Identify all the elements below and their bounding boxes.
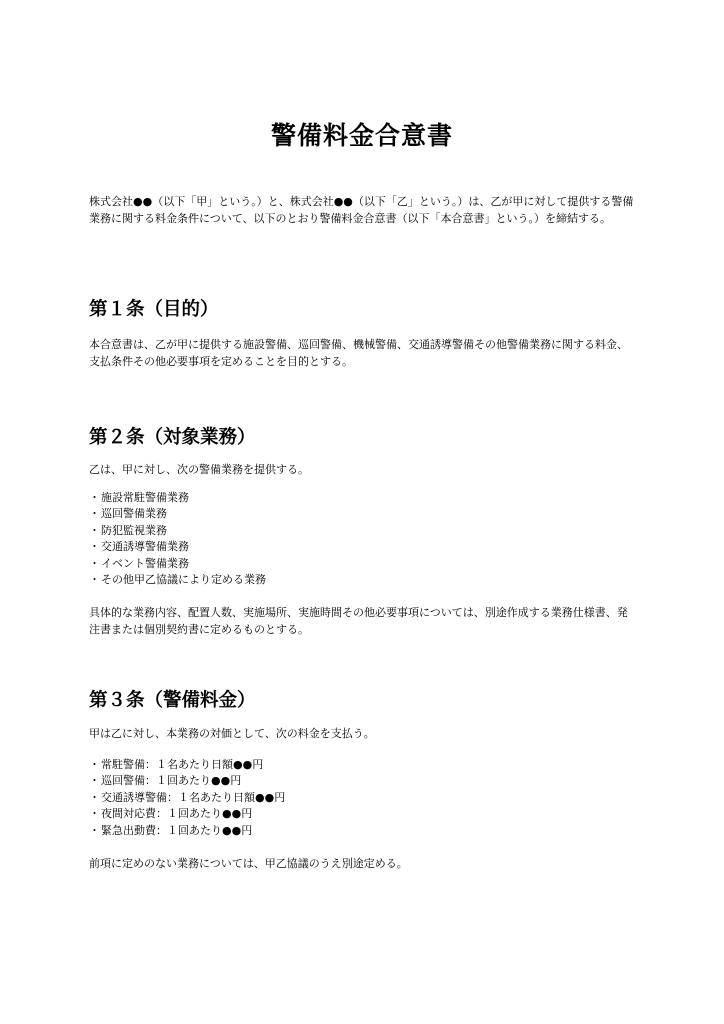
article-2-list — [89, 490, 266, 588]
bullet-icon: ・ — [89, 790, 100, 804]
list-item: ・その他甲乙協議により定める業務 — [89, 572, 266, 588]
list-item: ・常駐警備：１名あたり日額●●円 — [89, 757, 285, 773]
bullet-icon: ・ — [89, 491, 100, 504]
article-2-heading: 第２条（対象業務） — [89, 427, 256, 448]
article-2-paragraph-2: 具体的な業務内容、配置人数、実施場所、実施時間その他必要事項については、別途作成する業務仕様書、発注書または個別契約書に定めるものとする。 — [89, 606, 628, 636]
intro-paragraph: 株式会社●●（以下「甲」という。）と、株式会社●●（以下「乙」という。）は、乙が甲に対して提供する警備業務に関する料金条件について、以下のとおり警備料金合意書（以下「本合意書」という。）を締結する。 — [89, 195, 634, 225]
list-item: ・夜間対応費：１回あたり●●円 — [89, 806, 285, 822]
bullet-icon: ・ — [89, 807, 100, 821]
article-2-paragraph-1: 乙は、甲に対し、次の警備業務を提供する。 — [89, 463, 309, 476]
bullet-icon: ・ — [89, 774, 100, 788]
list-item: ・防犯監視業務 — [89, 523, 266, 539]
article-3-paragraph-2: 前項に定めのない業務については、甲乙協議のうえ別途定める。 — [89, 857, 408, 870]
article-3-heading: 第３条（警備料金） — [89, 690, 256, 711]
list-item: ・緊急出動費：１回あたり●●円 — [89, 823, 285, 839]
article-1-paragraph: 本合意書は、乙が甲に提供する施設警備、巡回警備、機械警備、交通誘導警備その他警備業務に関する料金、支払条件その他必要事項を定めることを目的とする。 — [89, 338, 628, 368]
document-title: 警備料金合意書 — [270, 121, 453, 150]
article-3-paragraph-1: 甲は乙に対し、本業務の対価として、次の料金を支払う。 — [89, 727, 375, 740]
article-1-heading: 第１条（目的） — [89, 299, 219, 320]
bullet-icon: ・ — [89, 540, 100, 554]
bullet-icon: ・ — [89, 758, 100, 771]
list-item: ・イベント警備業務 — [89, 556, 266, 572]
list-item: ・巡回警備：１回あたり●●円 — [89, 773, 285, 789]
list-item: ・巡回警備業務 — [89, 506, 266, 522]
list-item: ・交通誘導警備業務 — [89, 539, 266, 555]
list-item: ・施設常駐警備業務 — [89, 490, 266, 506]
bullet-icon: ・ — [89, 523, 100, 537]
bullet-icon: ・ — [89, 573, 100, 587]
bullet-icon: ・ — [89, 507, 100, 521]
list-item: ・交通誘導警備：１名あたり日額●●円 — [89, 790, 285, 806]
bullet-icon: ・ — [89, 556, 100, 570]
bullet-icon: ・ — [89, 823, 100, 837]
article-3-list — [89, 757, 285, 839]
